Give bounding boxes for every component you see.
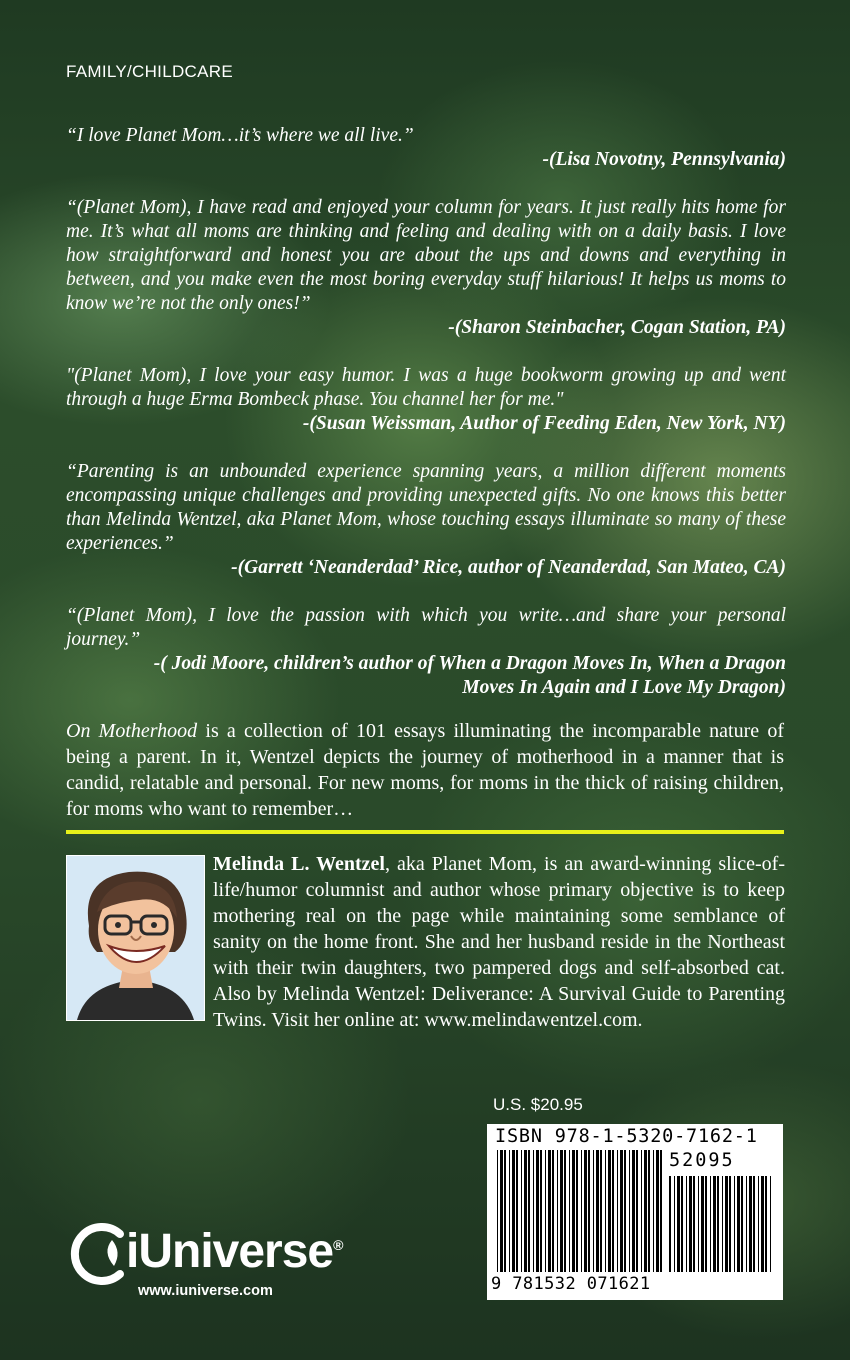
barcode-bar (725, 1176, 728, 1272)
barcode-bar (600, 1150, 602, 1272)
barcode-bar (572, 1150, 575, 1272)
barcode-bar (588, 1150, 590, 1272)
barcode-bar (710, 1176, 711, 1272)
barcode-bar (737, 1176, 740, 1272)
barcode-bar (717, 1176, 719, 1272)
barcode-bar (528, 1150, 530, 1272)
barcode-bar (681, 1176, 683, 1272)
barcode-bar (722, 1176, 723, 1272)
testimonial (66, 604, 786, 700)
barcode-bar (500, 1150, 503, 1272)
barcode-bar (584, 1150, 587, 1272)
barcode-addon-bars (669, 1176, 773, 1272)
barcode-addon-number: 52095 (669, 1150, 735, 1171)
author-bio (213, 851, 785, 1033)
barcode-digits: 9 781532 071621 (491, 1274, 651, 1294)
barcode-bar (605, 1150, 606, 1272)
barcode-bar (713, 1176, 716, 1272)
barcode-bar (761, 1176, 764, 1272)
barcode-bar (512, 1150, 515, 1272)
barcode-bar (545, 1150, 546, 1272)
price-label: U.S. $20.95 (493, 1095, 583, 1114)
barcode-bar (660, 1150, 662, 1272)
barcode-bar (509, 1150, 510, 1272)
attribution-line: -( Jodi Moore, children’s author of When a Dragon Moves In, When a Dragon (153, 653, 786, 674)
barcode-bar (596, 1150, 599, 1272)
publisher-name (126, 1224, 342, 1279)
testimonial-quote: "(Planet Mom), I love your easy humor. I was a huge bookworm growing up and went through a huge Erma Bombeck phase. You channel her for me." (66, 365, 786, 410)
barcode-bar (656, 1150, 659, 1272)
publisher-url: www.iuniverse.com (138, 1283, 273, 1299)
barcode-bar (540, 1150, 542, 1272)
barcode-bar (653, 1150, 654, 1272)
barcode-bar (689, 1176, 692, 1272)
barcode-bar (698, 1176, 699, 1272)
barcode-bar (624, 1150, 626, 1272)
barcode-bar (674, 1176, 675, 1272)
testimonial (66, 124, 786, 172)
barcode-bar (734, 1176, 735, 1272)
barcode-bar (632, 1150, 635, 1272)
barcode-bar (536, 1150, 539, 1272)
barcode-bar (636, 1150, 638, 1272)
book-title: On Motherhood (66, 720, 198, 742)
testimonial (66, 460, 786, 580)
barcode-bar (729, 1176, 731, 1272)
barcode-bar (749, 1176, 752, 1272)
barcode-bar (524, 1150, 527, 1272)
testimonial-attribution: -(Susan Weissman, Author of Feeding Eden, New York, NY) (302, 413, 786, 434)
testimonial-attribution: -(Lisa Novotny, Pennsylvania) (542, 149, 786, 170)
barcode-bar (557, 1150, 558, 1272)
section-divider (66, 830, 784, 834)
barcode-bar (560, 1150, 563, 1272)
barcode-bar (705, 1176, 707, 1272)
book-description (66, 718, 784, 822)
barcode-bar (504, 1150, 506, 1272)
testimonial-attribution: -(Garrett ‘Neanderdad’ Rice, author of Neanderdad, San Mateo, CA) (231, 557, 786, 578)
barcode-bar (686, 1176, 687, 1272)
publisher-logo (62, 1222, 412, 1302)
barcode-bar (564, 1150, 566, 1272)
barcode-bar (576, 1150, 578, 1272)
barcode-bar (648, 1150, 650, 1272)
isbn-barcode (487, 1124, 783, 1300)
barcode-bar (620, 1150, 623, 1272)
barcode-bar (629, 1150, 630, 1272)
barcode-bars (497, 1150, 665, 1272)
attribution-line: Moves In Again and I Love My Dragon) (462, 677, 786, 698)
author-name: Melinda L. Wentzel (213, 853, 385, 875)
barcode-bar (644, 1150, 647, 1272)
barcode-bar (552, 1150, 554, 1272)
genre-label: FAMILY/CHILDCARE (66, 62, 233, 81)
description-text: is a collection of 101 essays illuminating the incomparable nature of being a parent. In it, Wentzel depicts the journey of motherhood in a manner that is candid, relatable and personal. For new moms, for moms in the thick of raising children, for moms who want to remember… (66, 720, 784, 820)
barcode-bar (521, 1150, 522, 1272)
barcode-bar (677, 1176, 680, 1272)
barcode-bar (770, 1176, 771, 1272)
publisher-name-text: iUniverse (126, 1225, 334, 1278)
testimonial-attribution: -(Sharon Steinbacher, Cogan Station, PA) (448, 317, 786, 338)
publisher-logo-icon (62, 1222, 132, 1286)
barcode-bar (533, 1150, 534, 1272)
author-bio-text: , aka Planet Mom, is an award-winning slice-of-life/humor columnist and author whose primary objective is to keep mothering real on the page while maintaining some semblance of sanity on the home front. She and her husband reside in the Northeast with their twin daughters, two pampered dogs and self-absorbed cat. Also by Melinda Wentzel: Deliverance: A Survival Guide to Parenting Twins. Visit her online at: www.melindawentzel.com. (213, 853, 785, 1031)
barcode-bar (617, 1150, 618, 1272)
trademark-symbol: ® (333, 1237, 343, 1253)
barcode-bar (641, 1150, 642, 1272)
barcode-bar (746, 1176, 747, 1272)
testimonial-quote: “Parenting is an unbounded experience spanning years, a million different moments encompassing unique challenges and providing unexpected gifts. No one knows this better than Melinda Wentzel, aka Planet Mom, whose touching essays illuminate so many of these experiences.” (66, 461, 786, 554)
testimonial-quote: “(Planet Mom), I love the passion with which you write…and share your personal journey.” (66, 605, 786, 650)
barcode-bar (497, 1150, 498, 1272)
barcode-bar (569, 1150, 570, 1272)
barcode-bar (581, 1150, 582, 1272)
barcode-bar (701, 1176, 704, 1272)
barcode-bar (765, 1176, 767, 1272)
testimonial-attribution (66, 652, 786, 700)
barcode-bar (608, 1150, 611, 1272)
barcode-bar (612, 1150, 614, 1272)
barcode-bar (548, 1150, 551, 1272)
author-caricature (66, 855, 205, 1021)
testimonial (66, 196, 786, 340)
testimonial (66, 364, 786, 436)
barcode-bar (693, 1176, 695, 1272)
barcode-bar (516, 1150, 518, 1272)
barcode-bar (669, 1176, 671, 1272)
testimonial-quote: “(Planet Mom), I have read and enjoyed your column for years. It just really hits home for me. It’s what all moms are thinking and feeling and dealing with on a daily basis. I love how straightforward and honest you are about the ups and downs and everything in between, and you make even the most boring everyday stuff hilarious! It helps us moms to know we’re not the only ones!” (66, 197, 786, 314)
barcode-bar (741, 1176, 743, 1272)
testimonial-quote: “I love Planet Mom…it’s where we all live.” (66, 125, 414, 146)
barcode-bar (753, 1176, 755, 1272)
isbn-number: ISBN 978-1-5320-7162-1 (495, 1126, 758, 1147)
testimonials-section (66, 124, 786, 724)
barcode-bar (758, 1176, 759, 1272)
author-caricature-drawing (67, 856, 204, 1020)
barcode-bar (593, 1150, 594, 1272)
